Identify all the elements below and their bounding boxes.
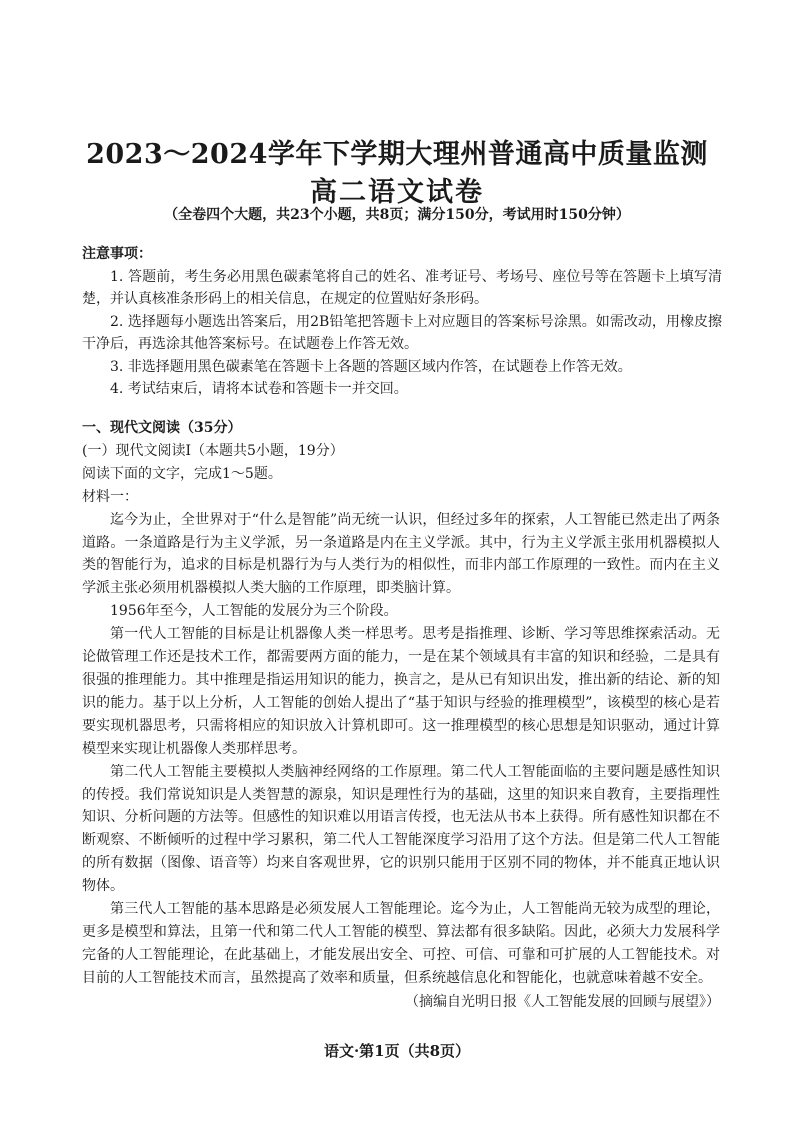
reading-section [82, 417, 720, 1014]
paragraph: 第二代人工智能主要模拟人类脑神经网络的工作原理。第二代人工智能面临的主要问题是感性知识的传授。我们常说知识是人类智慧的源泉，知识是理性行为的基础，这里的知识来自教育，主要指理性知识、分析问题的方法等。但感性的知识难以用语言传授，也无法从书本上获得。所有感性知识都在不断观察、不断倾听的过程中学习累积，第二代人工智能深度学习沿用了这个方法。但是第二代人工智能的所有数据（图像、语音等）均来自客观世界，它的识别只能用于区别不同的物体，并不能真正地认识物体。 [82, 763, 720, 895]
notice-item: 1. 答题前，考生务必用黑色碳素笔将自己的姓名、准考证号、考场号、座位号等在答题卡上填写清楚，并认真核准条形码上的相关信息，在规定的位置贴好条形码。 [82, 268, 722, 307]
sub-heading: (一）现代文阅读Ⅰ（本题共5小题，19分） [82, 442, 344, 459]
notice-title: 注意事项： [82, 246, 152, 262]
instruction: 阅读下面的文字，完成1～5题。 [82, 465, 282, 482]
exam-title: 2023～2024学年下学期大理州普通高中质量监测 [86, 139, 708, 170]
notice-block [82, 243, 722, 401]
source-citation: （摘编自光明日报《人工智能发展的回顾与展望》） [405, 993, 720, 1010]
paragraph: 迄今为止，全世界对于“什么是智能”尚无统一认识，但经过多年的探索，人工智能已然走出了两条道路。一条道路是行为主义学派，另一条道路是内在主义学派。其中，行为主义学派主张用机器模拟人类的智能行为，追求的目标是机器行为与人类行为的相似性，而非内部工作原理的一致性。而内在主义学派主张必须用机器模拟人类大脑的工作原理，即类脑计算。 [82, 511, 720, 597]
notice-item: 4. 考试结束后，请将本试卷和答题卡一并交回。 [110, 381, 408, 397]
page-footer: 语文·第1页（共8页） [323, 1042, 471, 1060]
material-label: 材料一： [82, 488, 138, 505]
notice-item: 2. 选择题每小题选出答案后，用2B铅笔把答题卡上对应题目的答案标号涂黑。如需改动，用橡皮擦干净后，再选涂其他答案标号。在试题卷上作答无效。 [82, 313, 722, 352]
paragraph: 第一代人工智能的目标是让机器像人类一样思考。思考是指推理、诊断、学习等思维探索活动。无论做管理工作还是技术工作，都需要两方面的能力，一是在某个领域具有丰富的知识和经验，二是具有很强的推理能力。其中推理是指运用知识的能力，换言之，是从已有知识出发，推出新的结论、新的知识的能力。基于以上分析，人工智能的创始人提出了“基于知识与经验的推理模型”，该模型的核心是若要实现机器思考，只需将相应的知识放入计算机即可。这一推理模型的核心思想是知识驱动，通过计算模型来实现让机器像人类那样思考。 [82, 626, 720, 757]
notice-item: 3. 非选择题用黑色碳素笔在答题卡上各题的答题区域内作答，在试题卷上作答无效。 [110, 358, 632, 375]
paragraph: 第三代人工智能的基本思路是必须发展人工智能理论。迄今为止，人工智能尚无较为成型的理论，更多是模型和算法，且第一代和第二代人工智能的模型、算法都有很多缺陷。因此，必须大力发展科学完备的人工智能理论，在此基础上，才能发展出安全、可控、可信、可靠和可扩展的人工智能技术。对目前的人工智能技术而言，虽然提高了效率和质量，但系统越信息化和智能化，也就意味着越不安全。 [82, 901, 720, 986]
exam-info: （全卷四个大题，共23个小题，共8页；满分150分，考试用时150分钟） [164, 207, 630, 223]
exam-subject-title: 高二语文试卷 [310, 177, 484, 208]
paragraph: 1956年至今，人工智能的发展分为三个阶段。 [110, 603, 398, 620]
section-heading: 一、现代文阅读（35分） [82, 420, 242, 436]
